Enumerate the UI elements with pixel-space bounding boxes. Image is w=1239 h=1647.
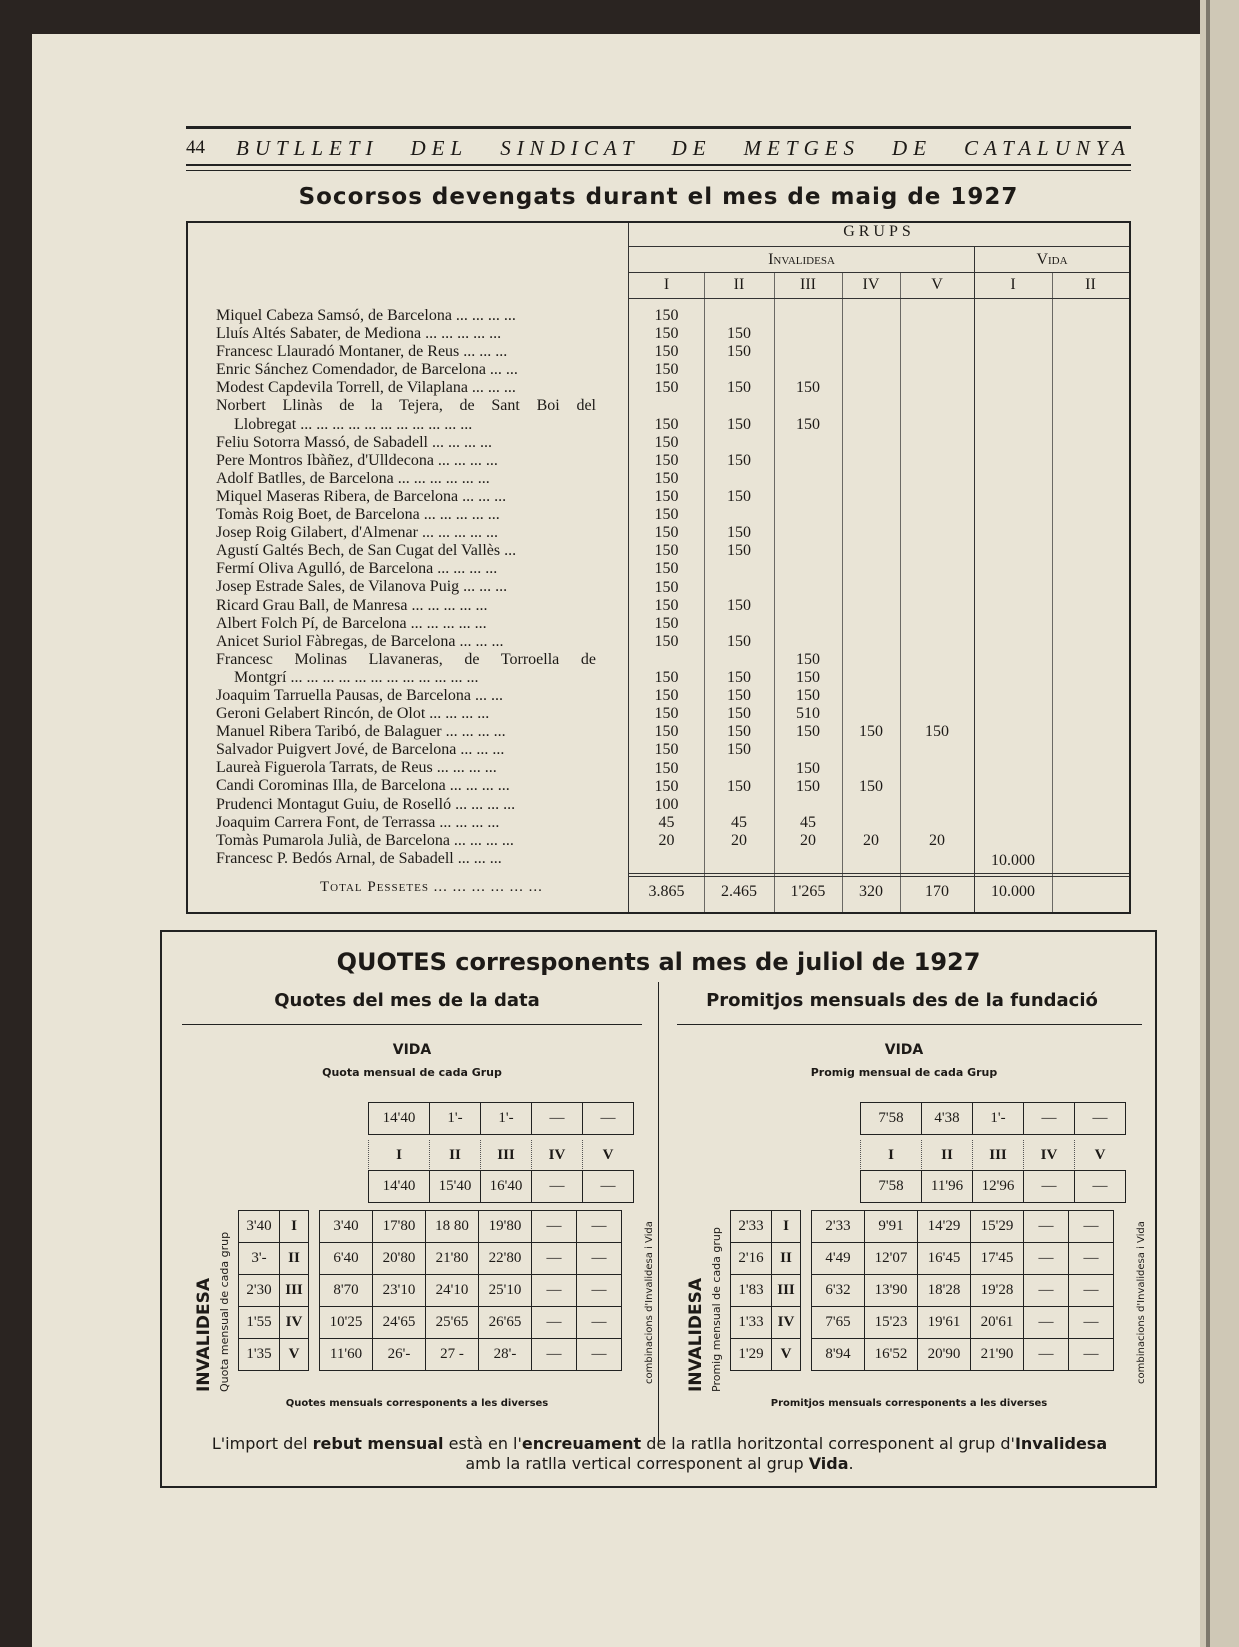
benefit-value: 150: [654, 524, 679, 542]
combination-value: —: [577, 1339, 622, 1371]
invalidesa-group: III: [772, 1275, 801, 1307]
benefit-value: 150: [796, 650, 820, 668]
invalidesa-group: II: [280, 1243, 309, 1275]
benefit-value: 150: [727, 488, 751, 505]
vida-subtitle: Promig mensual de cada Grup: [810, 1066, 998, 1079]
combination-value: —: [1069, 1307, 1114, 1339]
group-column-label: IV: [1024, 1140, 1075, 1171]
rule: [677, 1024, 1142, 1025]
vida-title: VIDA: [392, 1042, 432, 1058]
benefit-value: 150: [796, 415, 820, 433]
combined-value: —: [583, 1171, 634, 1203]
combination-value: 19'80: [479, 1211, 532, 1243]
invalidesa-quota: 2'33: [731, 1211, 772, 1243]
title-word: DEL: [410, 135, 469, 160]
benefit-value: 150: [796, 759, 820, 777]
combination-value: 18'28: [918, 1275, 971, 1307]
invalidesa-group: II: [772, 1243, 801, 1275]
benefit-value: 150: [796, 669, 820, 686]
invalidesa-quota: 1'29: [731, 1339, 772, 1371]
benefit-value: 45: [731, 813, 747, 831]
vida-value: 1'-: [973, 1103, 1024, 1135]
invalidesa-group: IV: [280, 1307, 309, 1339]
combination-value: —: [1024, 1307, 1069, 1339]
benefit-value: 150: [654, 705, 679, 723]
benefit-value: 150: [727, 451, 751, 469]
beneficiary-name: Agustí Galtés Bech, de San Cugat del Vallès ...: [216, 542, 517, 560]
table1-title: Socorsos devengats durant el mes de maig de 1927: [298, 184, 1019, 210]
benefit-value: 150: [654, 433, 679, 451]
combination-value: 17'45: [971, 1243, 1024, 1275]
invalidesa-quota: 2'30: [239, 1275, 280, 1307]
combination-value: 19'61: [918, 1307, 971, 1339]
combination-value: 9'91: [865, 1211, 918, 1243]
group-column-label: III: [481, 1140, 532, 1171]
title-word: DE: [892, 135, 933, 160]
invalidesa-sublabel: Promig mensual de cada grup: [710, 1227, 723, 1392]
benefit-value: 150: [654, 488, 679, 505]
benefit-value: 10.000: [991, 852, 1035, 869]
benefit-value: 150: [727, 705, 751, 723]
combinations-label: combinacions d'Invalidesa i Vida: [1136, 1221, 1147, 1384]
benefit-value: 150: [654, 759, 679, 777]
spacer: [801, 1339, 812, 1371]
benefit-value: 150: [727, 325, 751, 343]
total-value: 320: [859, 883, 883, 900]
quotes-title: QUOTES corresponents al mes de juliol de 1927: [336, 948, 981, 976]
benefit-value: 150: [654, 415, 679, 433]
benefit-value: 150: [654, 578, 679, 596]
left-subtitle: Quotes del mes de la data: [274, 990, 540, 1011]
total-value: 3.865: [648, 883, 685, 900]
benefit-value: 150: [654, 469, 679, 487]
combination-value: 16'45: [918, 1243, 971, 1275]
combination-value: 19'28: [971, 1275, 1024, 1307]
vida-value: —: [1024, 1103, 1075, 1135]
header-rule-top: [186, 126, 1131, 129]
invalidesa-quota: 1'33: [731, 1307, 772, 1339]
rule: [629, 246, 1129, 247]
column-rule: [1052, 273, 1053, 912]
column-header: II: [733, 276, 745, 293]
vida-value: —: [532, 1103, 583, 1135]
column-header: I: [1010, 276, 1016, 293]
combination-value: —: [532, 1307, 577, 1339]
beneficiary-name: Josep Estrade Sales, de Vilanova Puig ... ... ...: [216, 578, 508, 596]
benefit-value: 150: [796, 777, 820, 795]
combination-value: 15'29: [971, 1211, 1024, 1243]
title-word: METGES: [743, 135, 861, 160]
combination-value: 7'65: [812, 1307, 865, 1339]
vida-value: —: [1075, 1103, 1126, 1135]
benefit-value: 20: [929, 831, 945, 849]
benefit-value: 150: [654, 669, 679, 686]
beneficiary-name: Norbert Llinàs de la Tejera, de Sant Boi del: [216, 397, 596, 415]
vida-values-table: [860, 1102, 1126, 1135]
combination-value: 26'65: [479, 1307, 532, 1339]
combination-value: 25'10: [479, 1275, 532, 1307]
benefit-value: 150: [654, 379, 679, 397]
combination-value: 10'25: [320, 1307, 373, 1339]
group-column-label: II: [922, 1140, 973, 1171]
beneficiary-name: Candi Corominas Illa, de Barcelona ... ... ... ...: [216, 777, 510, 795]
column-header: II: [1085, 276, 1096, 293]
vida-header: Vida: [1036, 251, 1068, 268]
invalidesa-group: I: [772, 1211, 801, 1243]
combination-value: 22'80: [479, 1243, 532, 1275]
combination-value: 21'90: [971, 1339, 1024, 1371]
combination-value: 26'-: [373, 1339, 426, 1371]
beneficiary-name: Laureà Figuerola Tarrats, de Reus ... ... ... ...: [216, 759, 497, 777]
benefit-value: 150: [654, 307, 679, 324]
combination-value: —: [1024, 1339, 1069, 1371]
beneficiary-name: Miquel Maseras Ribera, de Barcelona ... ... ...: [216, 487, 507, 505]
combination-value: 12'07: [865, 1243, 918, 1275]
benefit-value: 150: [727, 741, 751, 759]
benefit-value: 150: [859, 723, 883, 741]
combined-value: 12'96: [973, 1171, 1024, 1203]
combination-value: 17'80: [373, 1211, 426, 1243]
group-columns-table: [368, 1140, 633, 1171]
vida-combined-table: [368, 1170, 634, 1203]
combined-value: 11'96: [922, 1171, 973, 1203]
combination-value: 24'10: [426, 1275, 479, 1307]
spacer: [801, 1275, 812, 1307]
combination-value: 20'90: [918, 1339, 971, 1371]
beneficiary-name: Modest Capdevila Torrell, de Vilaplana ... ... ...: [216, 379, 516, 397]
combined-value: 15'40: [430, 1171, 481, 1203]
invalidesa-sublabel: Quota mensual de cada grup: [218, 1231, 231, 1392]
benefit-value: 150: [654, 723, 679, 741]
invalidesa-group: I: [280, 1211, 309, 1243]
benefit-value: 150: [654, 560, 679, 578]
grid-caption: Promitjos mensuals corresponents a les diverses: [770, 1398, 1048, 1409]
rule: [182, 1024, 642, 1025]
combination-value: 13'90: [865, 1275, 918, 1307]
combination-value: 16'52: [865, 1339, 918, 1371]
benefit-value: 150: [796, 723, 820, 741]
beneficiary-name: Fermí Oliva Agulló, de Barcelona ... ... ... ...: [216, 560, 498, 578]
column-header: III: [800, 276, 816, 293]
page-header: [186, 134, 1131, 162]
invalidesa-quota: 3'-: [239, 1243, 280, 1275]
invalidesa-group: V: [772, 1339, 801, 1371]
rule: [629, 876, 1129, 877]
beneficiary-name: Prudenci Montagut Guiu, de Roselló ... ... ... ...: [216, 795, 516, 813]
invalidesa-quota: 2'16: [731, 1243, 772, 1275]
invalidesa-group: IV: [772, 1307, 801, 1339]
invalidesa-quota: 1'55: [239, 1307, 280, 1339]
invalidesa-label: INVALIDESA: [194, 1278, 214, 1392]
rule: [629, 873, 1129, 874]
column-rule: [974, 273, 975, 912]
right-subtitle: Promitjos mensuals des de la fundació: [706, 990, 1098, 1011]
combination-value: 27 -: [426, 1339, 479, 1371]
benefit-value: 150: [654, 451, 679, 469]
benefit-value: 150: [727, 379, 751, 397]
combination-value: 11'60: [320, 1339, 373, 1371]
benefit-value: 150: [654, 343, 679, 361]
combination-value: 2'33: [812, 1211, 865, 1243]
group-column-label: IV: [532, 1140, 583, 1171]
beneficiary-name: Lluís Altés Sabater, de Mediona ... ... ... ... ...: [216, 325, 502, 343]
total-value: 2.465: [721, 883, 757, 900]
combination-value: 18 80: [426, 1211, 479, 1243]
header-rule-bottom: [186, 164, 1131, 166]
total-value: 1'265: [790, 883, 826, 900]
benefit-value: 20: [863, 831, 879, 849]
vida-value: 14'40: [369, 1103, 430, 1135]
beneficiary-name: Joaquim Carrera Font, de Terrassa ... ... ... ...: [216, 813, 500, 831]
beneficiary-name: Josep Roig Gilabert, d'Almenar ... ... ... ... ...: [216, 524, 498, 542]
group-column-label: V: [1075, 1140, 1126, 1171]
spacer: [309, 1243, 320, 1275]
combination-grid: [730, 1210, 1114, 1371]
benefit-value: 150: [859, 777, 883, 795]
benefit-value: 150: [654, 325, 679, 343]
vida-values-table: [368, 1102, 634, 1135]
benefit-value: 150: [727, 596, 751, 614]
benefit-value: 150: [796, 379, 820, 397]
benefit-value: 150: [654, 741, 679, 759]
spacer: [801, 1243, 812, 1275]
benefit-value: 45: [658, 813, 675, 831]
combination-value: 24'65: [373, 1307, 426, 1339]
combination-value: —: [577, 1211, 622, 1243]
combination-value: —: [532, 1275, 577, 1307]
vida-combined-table: [860, 1170, 1126, 1203]
spacer: [309, 1211, 320, 1243]
beneficiary-name: Pere Montros Ibàñez, d'Ulldecona ... ... ... ...: [216, 451, 498, 469]
total-value: 170: [925, 883, 949, 900]
beneficiary-name: Francesc Llauradó Montaner, de Reus ... ... ...: [216, 343, 508, 361]
invalidesa-quota: 1'83: [731, 1275, 772, 1307]
benefit-value: 150: [727, 669, 751, 686]
header-rule-thin: [186, 170, 1131, 171]
grid-caption: Quotes mensuals corresponents a les diverses: [285, 1398, 549, 1409]
benefit-value: 100: [654, 795, 679, 813]
combination-value: 3'40: [320, 1211, 373, 1243]
combination-value: —: [1069, 1275, 1114, 1307]
total-value: 10.000: [991, 883, 1035, 900]
benefit-value: 150: [727, 415, 751, 433]
title-word: DE: [671, 135, 712, 160]
beneficiary-name: Salvador Puigvert Jové, de Barcelona ... ... ...: [216, 741, 505, 759]
invalidesa-group: III: [280, 1275, 309, 1307]
groups-header: GRUPS: [843, 223, 915, 240]
footer-note: L'import del rebut mensual està en l'encreuament de la ratlla horitzontal corresponent al grup d'Invalidesa amb la ratlla vertical corresponent al grup Vida.: [211, 1434, 1108, 1473]
benefit-value: 150: [654, 632, 679, 650]
page-number: 44: [186, 137, 205, 158]
combination-value: 14'29: [918, 1211, 971, 1243]
combination-value: 6'32: [812, 1275, 865, 1307]
combinations-label: combinacions d'Invalidesa i Vida: [644, 1221, 655, 1384]
combination-value: —: [532, 1243, 577, 1275]
benefit-value: 150: [727, 723, 751, 741]
group-column-label: V: [583, 1140, 634, 1171]
benefit-value: 150: [654, 687, 679, 705]
rule: [658, 982, 659, 1442]
spacer: [801, 1211, 812, 1243]
combination-value: —: [1024, 1243, 1069, 1275]
combination-value: —: [1069, 1211, 1114, 1243]
combination-value: 8'70: [320, 1275, 373, 1307]
combination-value: —: [1069, 1243, 1114, 1275]
combined-value: —: [1075, 1171, 1126, 1203]
spacer: [801, 1307, 812, 1339]
benefit-value: 150: [654, 542, 679, 560]
benefit-value: 150: [727, 524, 751, 542]
combination-value: 8'94: [812, 1339, 865, 1371]
combination-value: 25'65: [426, 1307, 479, 1339]
combination-value: —: [1024, 1211, 1069, 1243]
group-column-label: I: [369, 1140, 430, 1171]
combination-value: 28'-: [479, 1339, 532, 1371]
beneficiary-name: Ricard Grau Ball, de Manresa ... ... ... ... ...: [216, 596, 488, 614]
benefit-value: 20: [658, 831, 675, 849]
combination-value: 21'80: [426, 1243, 479, 1275]
beneficiary-name: Francesc P. Bedós Arnal, de Sabadell ... ... ...: [216, 849, 502, 867]
benefit-value: 20: [731, 831, 747, 849]
beneficiary-name: Adolf Batlles, de Barcelona ... ... ... ... ... ...: [216, 469, 490, 487]
benefit-value: 150: [727, 687, 751, 705]
combination-value: —: [577, 1307, 622, 1339]
journal-title: [236, 136, 1131, 161]
benefit-value: 150: [654, 506, 679, 524]
group-column-label: I: [861, 1140, 922, 1171]
benefit-value: 20: [800, 831, 816, 849]
combination-value: 20'80: [373, 1243, 426, 1275]
benefit-value: 150: [727, 632, 751, 650]
invalidesa-quota: 1'35: [239, 1339, 280, 1371]
beneficiary-name: Feliu Sotorra Massó, de Sabadell ... ... ... ...: [216, 433, 492, 451]
spacer: [309, 1275, 320, 1307]
beneficiary-name: Francesc Molinas Llavaneras, de Torroella de: [216, 650, 596, 668]
column-header: IV: [862, 276, 880, 293]
benefit-value: 150: [654, 361, 679, 379]
benefit-value: 150: [727, 542, 751, 560]
beneficiary-name: Geroni Gelabert Rincón, de Olot ... ... ... ...: [216, 705, 490, 723]
combination-value: —: [577, 1275, 622, 1307]
title-word: CATALUNYA: [964, 135, 1131, 160]
vida-value: 4'38: [922, 1103, 973, 1135]
combination-value: —: [1069, 1339, 1114, 1371]
combination-value: 20'61: [971, 1307, 1024, 1339]
benefit-value: 150: [925, 723, 949, 741]
group-column-label: III: [973, 1140, 1024, 1171]
combined-value: 14'40: [369, 1171, 430, 1203]
combination-value: 6'40: [320, 1243, 373, 1275]
beneficiary-name: Enric Sánchez Comendador, de Barcelona ... ...: [216, 361, 518, 379]
combination-value: 15'23: [865, 1307, 918, 1339]
combination-grid: [238, 1210, 622, 1371]
invalidesa-label: INVALIDESA: [686, 1278, 706, 1392]
invalidesa-quota: 3'40: [239, 1211, 280, 1243]
beneficiary-name: Albert Folch Pí, de Barcelona ... ... ... ... ...: [216, 614, 487, 632]
combination-value: —: [577, 1243, 622, 1275]
combination-value: —: [532, 1211, 577, 1243]
combined-value: 16'40: [481, 1171, 532, 1203]
invalidesa-header: Invalidesa: [768, 251, 835, 268]
combination-value: 23'10: [373, 1275, 426, 1307]
benefit-value: 150: [654, 614, 679, 632]
combination-value: —: [1024, 1275, 1069, 1307]
column-rule: [900, 273, 901, 912]
benefit-value: 150: [727, 343, 751, 361]
vida-subtitle: Quota mensual de cada Grup: [322, 1066, 502, 1079]
beneficiary-name: Tomàs Pumarola Julià, de Barcelona ... ... ... ...: [216, 831, 514, 849]
column-header: I: [663, 276, 670, 293]
title-word: BUTLLETI: [236, 135, 379, 160]
beneficiary-name: Manuel Ribera Taribó, de Balaguer ... ... ... ...: [216, 723, 506, 741]
combined-value: 7'58: [861, 1171, 922, 1203]
benefit-value: 150: [727, 777, 751, 795]
total-label: Total Pessetes ... ... ... ... ... ...: [320, 879, 543, 895]
invalidesa-group: V: [280, 1339, 309, 1371]
spacer: [309, 1307, 320, 1339]
benefit-value: 150: [654, 777, 679, 795]
beneficiary-name: Llobregat ... ... ... ... ... ... ... ... ... ... ...: [234, 415, 473, 433]
beneficiary-name: Tomàs Roig Boet, de Barcelona ... ... ... ... ...: [216, 506, 500, 524]
beneficiary-name: Montgrí ... ... ... ... ... ... ... ... ... ... ... ...: [234, 668, 479, 686]
group-columns-table: [860, 1140, 1125, 1171]
vida-value: 1'-: [481, 1103, 532, 1135]
quotes-box: [160, 930, 1157, 1488]
group-column-label: II: [430, 1140, 481, 1171]
spacer: [309, 1339, 320, 1371]
column-rule: [842, 273, 843, 912]
benefit-value: 45: [800, 813, 816, 831]
benefit-value: 510: [796, 705, 820, 723]
combination-value: 4'49: [812, 1243, 865, 1275]
vida-title: VIDA: [884, 1042, 924, 1058]
combined-value: —: [1024, 1171, 1075, 1203]
beneficiary-name: Miquel Cabeza Samsó, de Barcelona ... ... ... ...: [216, 307, 516, 324]
beneficiary-name: Anicet Suriol Fàbregas, de Barcelona ... ... ...: [216, 632, 504, 650]
benefit-value: 150: [796, 687, 820, 705]
page-gutter: [1206, 0, 1210, 1647]
combination-value: —: [532, 1339, 577, 1371]
benefits-table: [186, 221, 1131, 914]
benefit-value: 150: [654, 596, 679, 614]
vida-value: 1'-: [430, 1103, 481, 1135]
vida-value: 7'58: [861, 1103, 922, 1135]
vida-value: —: [583, 1103, 634, 1135]
column-header: V: [931, 276, 943, 293]
combined-value: —: [532, 1171, 583, 1203]
beneficiary-name: Joaquim Tarruella Pausas, de Barcelona ... ...: [216, 686, 503, 704]
title-word: SINDICAT: [500, 135, 640, 160]
